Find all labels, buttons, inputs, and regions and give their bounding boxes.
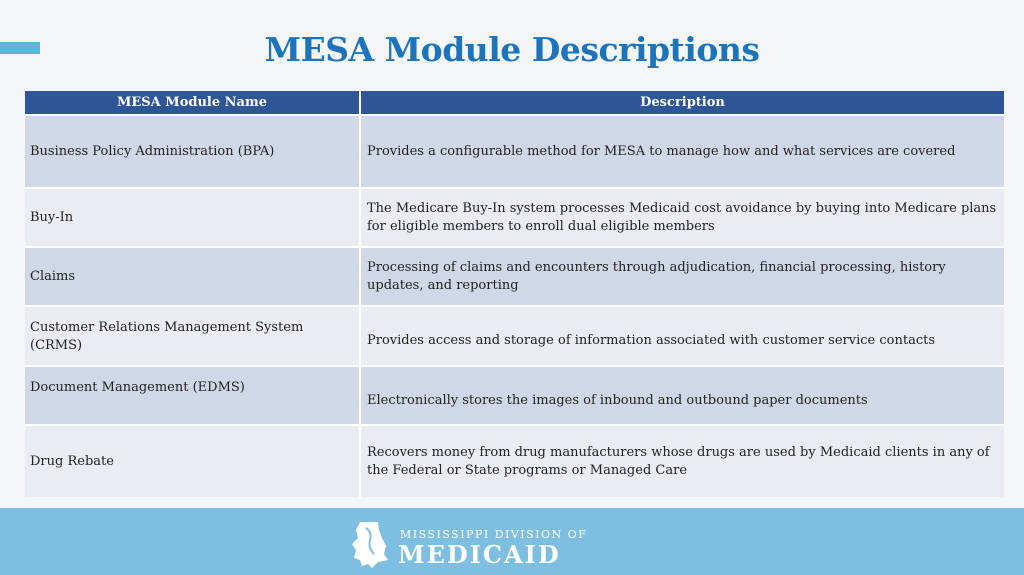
table-row	[25, 425, 1004, 497]
medicaid-logo	[348, 520, 588, 570]
logo-subtitle: MISSISSIPPI DIVISION OF	[400, 528, 588, 541]
module-name-cell: Drug Rebate	[25, 425, 360, 497]
module-name-cell: Claims	[25, 247, 360, 306]
mesa-modules-table	[25, 91, 1004, 497]
table-row	[25, 366, 1004, 425]
module-description-cell: Provides a configurable method for MESA to manage how and what services are covered	[360, 115, 1004, 188]
module-name-cell: Customer Relations Management System (CRMS)	[25, 306, 360, 366]
table-row	[25, 247, 1004, 306]
header-module-name: MESA Module Name	[25, 91, 360, 115]
table-row	[25, 306, 1004, 366]
header-description: Description	[360, 91, 1004, 115]
module-name-cell: Document Management (EDMS)	[25, 366, 360, 425]
footer-band	[0, 508, 1024, 575]
logo-wordmark: MEDICAID	[398, 540, 561, 569]
module-description-cell: Recovers money from drug manufacturers whose drugs are used by Medicaid clients in any of the Federal or State programs or Managed Care	[360, 425, 1004, 497]
table-row	[25, 188, 1004, 247]
page-title: MESA Module Descriptions	[264, 30, 760, 69]
module-name-cell: Business Policy Administration (BPA)	[25, 115, 360, 188]
mississippi-state-silhouette-icon	[348, 520, 390, 570]
module-description-cell: Electronically stores the images of inbound and outbound paper documents	[360, 366, 1004, 425]
table-header-row	[25, 91, 1004, 115]
module-description-cell: Processing of claims and encounters through adjudication, financial processing, history updates, and reporting	[360, 247, 1004, 306]
module-name-cell: Buy-In	[25, 188, 360, 247]
table-row	[25, 115, 1004, 188]
module-description-cell: Provides access and storage of information associated with customer service contacts	[360, 306, 1004, 366]
module-description-cell: The Medicare Buy-In system processes Medicaid cost avoidance by buying into Medicare plans for eligible members to enroll dual eligible members	[360, 188, 1004, 247]
